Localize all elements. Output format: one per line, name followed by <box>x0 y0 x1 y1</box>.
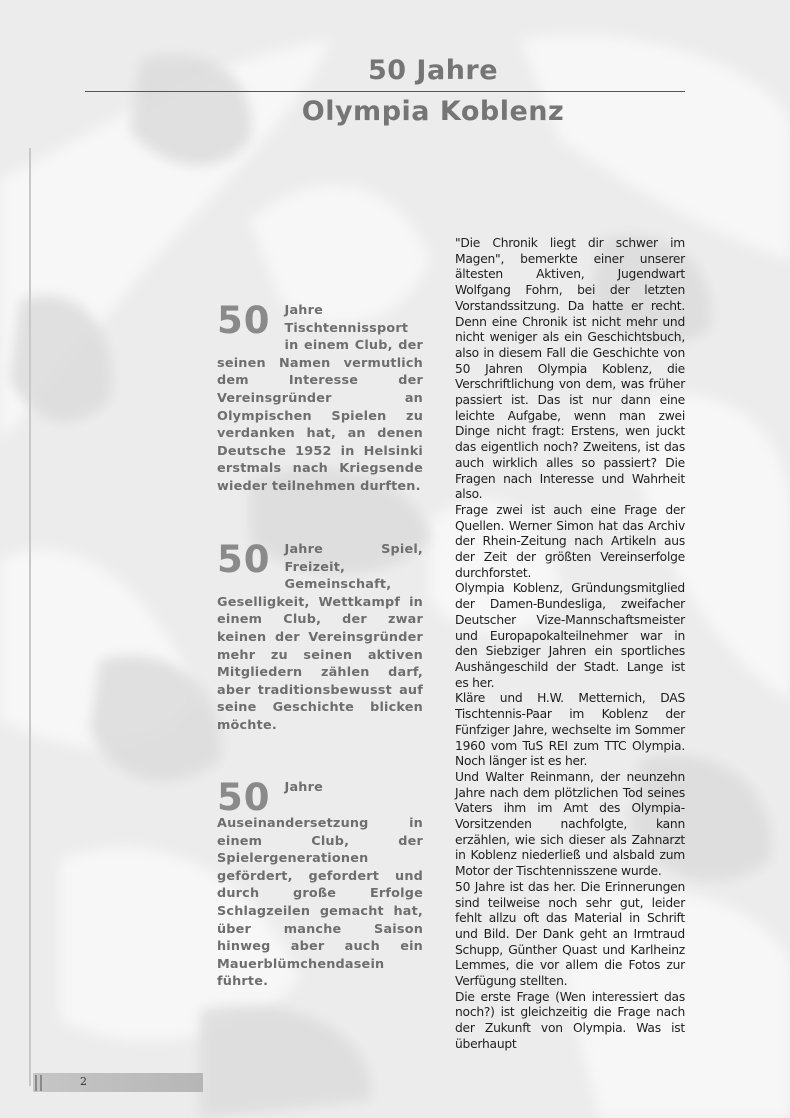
article-paragraph: Frage zwei ist auch eine Frage der Quellen. Werner Simon hat das Archiv der Rhein-Zeitung nach Artikeln aus der Zeit der größten Vereinserfolge durchforstet. <box>455 502 685 580</box>
footer-bar <box>33 1073 203 1092</box>
intro-block-3 <box>217 776 423 991</box>
article-paragraph: Kläre und H.W. Metternich, DAS Tischtennis-Paar im Koblenz der Fünfziger Jahre, wechselte im Sommer 1960 vom TuS REI zum TTC Olympia. Noch länger ist es her. <box>455 691 685 769</box>
article-paragraph: Und Walter Reinmann, der neunzehn Jahre nach dem plötzlichen Tod seines Vaters ihm im Amt des Olympia-Vorsitzenden nachfolgte, kann erzählen, wie sich dieser als Zahnarzt in Koblenz niederließ und alsbald zum Motor der Tischtennisszene wurde. <box>455 769 685 879</box>
left-margin-rule <box>29 148 31 1086</box>
article-paragraph: Die erste Frage (Wen interessiert das noch?) ist gleichzeitig die Frage nach der Zukunft von Olympia. Was ist überhaupt <box>455 989 685 1051</box>
title-divider <box>85 91 685 92</box>
page-title-line2: Olympia Koblenz <box>301 96 565 127</box>
intro-block-number: 50 <box>217 776 271 819</box>
article-paragraph: 50 Jahre ist das her. Die Erinnerungen sind teilweise noch sehr gut, leider fehlt allzu oft das Material in Schrift und Bild. Der Dank geht an Irmtraud Schupp, Günther Quast und Karlheinz Lemmes, die vor allem die Fotos zur Verfügung stellten. <box>455 879 685 989</box>
intro-block-number: 50 <box>217 538 271 581</box>
article-column <box>455 236 685 1053</box>
intro-block-2 <box>217 538 423 735</box>
intro-block-text: Jahre Auseinandersetzung in einem Club, der Spielergenerationen gefördert, gefordert und durch große Erfolge Schlagzeilen gemacht hat, über manche Saison hinweg aber auch ein Mauerblümchendasein führte. <box>217 780 423 990</box>
article-paragraph: Olympia Koblenz, Gründungsmitglied der Damen-Bundesliga, zweifacher Deutscher Vize-Mannschaftsmeister und Europapokalteilnehmer war in den Siebziger Jahren ein sportliches Aushängeschild der Stadt. Lange ist es her. <box>455 581 685 690</box>
intro-block-text: Jahre Tischtennissport in einem Club, der seinen Namen vermutlich dem Interesse der Vereinsgründer an Olympischen Spielen zu verdanken hat, an denen Deutsche 1952 in Helsinki erstmals nach Kriegsende wieder teilnehmen durften. <box>217 303 423 494</box>
footer-ticks <box>35 1075 47 1091</box>
page-title-line1: 50 Jahre <box>367 55 499 86</box>
article-paragraph: "Die Chronik liegt dir schwer im Magen", bemerkte einer unserer ältesten Aktiven, Jugendwart Wolfgang Fohrn, bei der letzten Vorstandssitzung. Da hatte er recht. Denn eine Chronik ist nicht mehr und nicht weniger als ein Geschichtsbuch, also in diesem Fall die Geschichte von 50 Jahren Olympia Koblenz, die Verschriftlichung von dem, was früher passiert ist. Das ist nur dann eine leichte Aufgabe, wenn man zwei Dinge nicht fragt: Erstens, wen juckt das eigentlich noch? Zweitens, ist das auch wirklich alles so passiert? Die Fragen nach Interesse und Wahrheit also. <box>455 236 685 502</box>
intro-block-1 <box>217 299 423 496</box>
intro-block-text: Jahre Spiel, Freizeit, Gemeinschaft, Geselligkeit, Wettkampf in einem Club, der zwar keinen der Vereinsgründer mehr zu seinen aktiven Mitgliedern zählen darf, aber traditionsbewusst auf seine Geschichte blicken möchte. <box>217 542 423 733</box>
page-number: 2 <box>80 1075 87 1088</box>
intro-block-number: 50 <box>217 299 271 342</box>
